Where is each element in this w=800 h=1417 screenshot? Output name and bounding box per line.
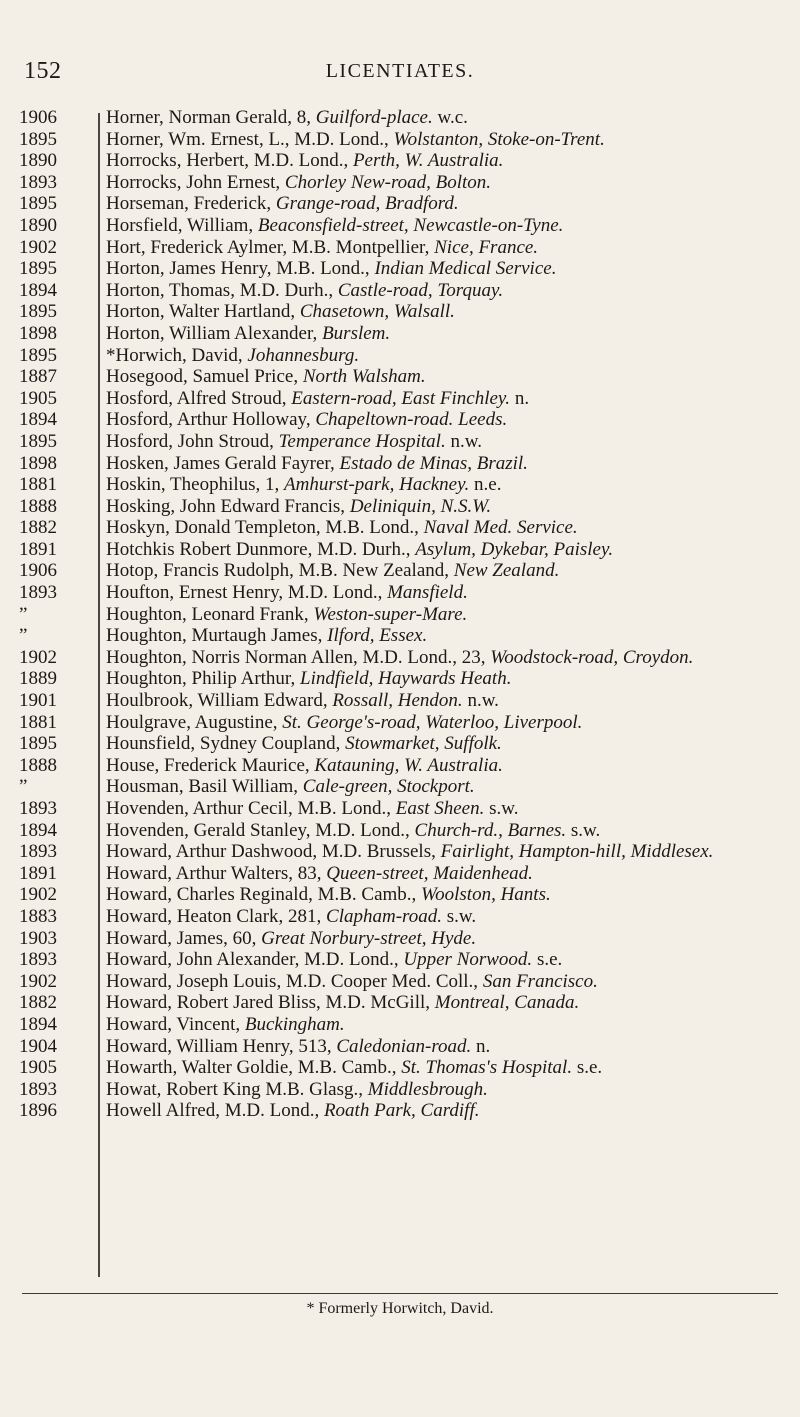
list-item	[0, 820, 800, 842]
list-item	[0, 172, 800, 194]
entry-text	[106, 712, 782, 734]
entry-address: Beaconsfield-street, Newcastle-on-Tyne.	[257, 214, 564, 236]
list-item	[0, 560, 800, 582]
entry-name: Howard, John Alexander, M.D. Lond.,	[106, 949, 399, 971]
entry-text	[106, 949, 782, 971]
entry-name: Howard, Joseph Louis, M.D. Cooper Med. Coll.,	[106, 970, 479, 992]
entry-address: East Sheen.	[395, 798, 485, 819]
entry-name: Houghton, Philip Arthur,	[106, 668, 296, 690]
entry-year: 1894	[19, 409, 57, 431]
entry-address: Temperance Hospital.	[278, 430, 446, 452]
entry-text	[106, 409, 782, 431]
licentiate-list	[0, 107, 800, 1122]
list-item	[0, 906, 800, 928]
entry-text	[106, 496, 782, 518]
entry-details: 83,	[293, 862, 322, 884]
entry-year: 1902	[19, 646, 57, 668]
entry-address: Montreal, Canada.	[434, 992, 580, 1014]
entry-name: Howard, Heaton Clark,	[106, 905, 284, 927]
entry-name: *Horwich, David,	[106, 344, 243, 366]
entry-year: 1902	[19, 236, 57, 258]
entry-address: Deliniquin, N.S.W.	[349, 495, 492, 517]
entry-address: Eastern-road, East Finchley.	[291, 387, 511, 409]
entry-text	[106, 733, 782, 755]
entry-year: 1893	[19, 798, 57, 819]
entry-address: North Walsham.	[302, 366, 426, 388]
entry-year: 1895	[19, 128, 57, 150]
entry-year: 1893	[19, 1078, 57, 1100]
entry-year: 1895	[19, 301, 57, 323]
entry-name: Hosking, John Edward Francis,	[106, 495, 346, 517]
entry-text	[106, 841, 782, 863]
entry-text	[106, 1100, 782, 1122]
entry-year: 1894	[19, 279, 57, 301]
entry-postal-district: s.w.	[484, 798, 519, 819]
entry-text	[106, 129, 782, 151]
entry-address: St. George's-road, Waterloo, Liverpool.	[282, 711, 583, 733]
entry-text	[106, 1057, 782, 1079]
entry-year: 1906	[19, 107, 57, 128]
entry-year: 1906	[19, 560, 57, 582]
entry-name: Hotchkis Robert Dunmore, M.D. Durh.,	[106, 538, 411, 560]
list-item	[0, 474, 800, 496]
entry-text	[106, 215, 782, 237]
list-item	[0, 647, 800, 669]
entry-address: St. Thomas's Hospital.	[401, 1057, 573, 1079]
list-item	[0, 755, 800, 777]
entry-address: Great Norbury-street, Hyde.	[261, 927, 477, 949]
entry-year: 1881	[19, 711, 57, 733]
entry-text	[106, 258, 782, 280]
entry-year: 1895	[19, 344, 57, 366]
entry-address: Stowmarket, Suffolk.	[345, 733, 502, 755]
entry-postal-district: n.	[510, 387, 530, 409]
entry-text	[106, 625, 782, 647]
footnote: * Formerly Horwitch, David.	[306, 1300, 494, 1317]
entry-name: House, Frederick Maurice,	[106, 754, 310, 776]
entry-year: 1889	[19, 668, 57, 690]
entry-name: Hosford, Alfred Stroud,	[106, 387, 287, 409]
list-item	[0, 841, 800, 863]
entry-year: 1881	[19, 474, 57, 496]
entry-address: Wolstanton, Stoke-on-Trent.	[393, 128, 605, 150]
entry-name: Howard, Charles Reginald, M.B. Camb.,	[106, 884, 417, 906]
list-item	[0, 539, 800, 561]
entry-name: Hotop, Francis Rudolph, M.B. New Zealand,	[106, 560, 450, 582]
entry-text	[106, 560, 782, 582]
entry-name: Houlgrave, Augustine,	[106, 711, 278, 733]
list-item	[0, 366, 800, 388]
entry-address: Buckingham.	[244, 1013, 345, 1035]
entry-name: Houfton, Ernest Henry, M.D. Lond.,	[106, 582, 383, 604]
entry-name: Hosken, James Gerald Fayrer,	[106, 452, 335, 474]
entry-year: 1902	[19, 884, 57, 906]
entry-text	[106, 906, 782, 928]
entry-year: 1888	[19, 754, 57, 776]
page-number: 152	[24, 58, 62, 84]
entry-year: 1896	[19, 1100, 57, 1122]
entry-address: Guilford-place.	[315, 107, 433, 128]
entry-text	[106, 776, 782, 798]
list-item	[0, 992, 800, 1014]
entry-details: 281,	[283, 905, 322, 927]
list-item	[0, 107, 800, 129]
entry-address: Weston-super-Mare.	[313, 603, 468, 625]
list-item	[0, 863, 800, 885]
entry-year: 1882	[19, 992, 57, 1014]
entry-postal-district: s.e.	[532, 949, 563, 971]
entry-text	[106, 345, 782, 367]
entry-name: Hovenden, Gerald Stanley, M.D. Lond.,	[106, 819, 410, 841]
entry-text	[106, 453, 782, 475]
entry-text	[106, 971, 782, 993]
entry-address: Middlesbrough.	[367, 1078, 488, 1100]
entry-text	[106, 237, 782, 259]
entry-address: Woolston, Hants.	[421, 884, 551, 906]
list-item	[0, 1079, 800, 1101]
entry-address: Asylum, Dykebar, Paisley.	[415, 538, 614, 560]
list-item	[0, 237, 800, 259]
entry-address: Cale-green, Stockport.	[302, 776, 475, 798]
list-item	[0, 496, 800, 518]
entry-name: Hosegood, Samuel Price,	[106, 366, 299, 388]
entry-postal-district: w.c.	[432, 107, 468, 128]
entry-year: 1883	[19, 905, 57, 927]
entry-year: ”	[19, 776, 28, 798]
entry-name: Houghton, Leonard Frank,	[106, 603, 309, 625]
list-item	[0, 884, 800, 906]
entry-address: Grange-road, Bradford.	[275, 193, 459, 215]
list-item	[0, 776, 800, 798]
entry-text	[106, 107, 782, 129]
entry-text	[106, 820, 782, 842]
list-item	[0, 1036, 800, 1058]
list-item	[0, 345, 800, 367]
entry-name: Howarth, Walter Goldie, M.B. Camb.,	[106, 1057, 397, 1079]
entry-text	[106, 928, 782, 950]
entry-year: 1893	[19, 582, 57, 604]
entry-postal-district: n.w.	[462, 690, 499, 712]
entry-text	[106, 582, 782, 604]
entry-name: Horrocks, John Ernest,	[106, 171, 281, 193]
entry-address: Perth, W. Australia.	[352, 150, 504, 172]
entry-name: Horton, James Henry, M.B. Lond.,	[106, 258, 370, 280]
list-item	[0, 517, 800, 539]
entry-text	[106, 1079, 782, 1101]
list-item	[0, 625, 800, 647]
entry-address: Nice, France.	[434, 236, 539, 258]
entry-postal-district: s.w.	[441, 905, 477, 927]
list-item	[0, 1057, 800, 1079]
entry-address: New Zealand.	[453, 560, 560, 582]
entry-name: Horner, Norman Gerald,	[106, 107, 293, 128]
entry-name: Horton, Walter Hartland,	[106, 301, 296, 323]
entry-text	[106, 388, 782, 410]
entry-name: Horner, Wm. Ernest, L., M.D. Lond.,	[106, 128, 389, 150]
entry-year: 1898	[19, 452, 57, 474]
entry-text	[106, 280, 782, 302]
entry-address: Chapeltown-road. Leeds.	[315, 409, 508, 431]
entry-address: Ilford, Essex.	[327, 625, 428, 647]
list-item	[0, 258, 800, 280]
entry-name: Housman, Basil William,	[106, 776, 299, 798]
entry-name: Hort, Frederick Aylmer, M.B. Montpellier,	[106, 236, 430, 258]
entry-details: 60,	[227, 927, 257, 949]
list-item	[0, 409, 800, 431]
entry-year: 1893	[19, 841, 57, 863]
entry-address: Woodstock-road, Croydon.	[490, 646, 694, 668]
entry-year: 1905	[19, 1057, 57, 1079]
entry-text	[106, 323, 782, 345]
entry-name: Horrocks, Herbert, M.D. Lond.,	[106, 150, 349, 172]
entry-year: 1891	[19, 538, 57, 560]
entry-text	[106, 647, 782, 669]
entry-name: Howard, Arthur Dashwood, M.D. Brussels,	[106, 841, 436, 863]
entry-text	[106, 755, 782, 777]
entry-address: Castle-road, Torquay.	[337, 279, 504, 301]
page-header	[0, 58, 800, 88]
list-item	[0, 215, 800, 237]
entry-text	[106, 539, 782, 561]
entry-address: Indian Medical Service.	[374, 258, 557, 280]
list-item	[0, 668, 800, 690]
entry-address: San Francisco.	[482, 970, 598, 992]
entry-name: Hounsfield, Sydney Coupland,	[106, 733, 341, 755]
list-item	[0, 712, 800, 734]
list-item	[0, 280, 800, 302]
entry-text	[106, 193, 782, 215]
entry-address: Johannesburg.	[247, 344, 360, 366]
list-item	[0, 798, 800, 820]
entry-address: Amhurst-park, Hackney.	[284, 474, 470, 496]
entry-address: Naval Med. Service.	[423, 517, 578, 539]
entry-text	[106, 366, 782, 388]
entry-name: Howard, Robert Jared Bliss, M.D. McGill,	[106, 992, 431, 1014]
list-item	[0, 431, 800, 453]
entry-address: Mansfield.	[387, 582, 468, 604]
entry-year: 1895	[19, 430, 57, 452]
entry-year: 1882	[19, 517, 57, 539]
entry-year: 1898	[19, 322, 57, 344]
entry-year: 1890	[19, 214, 57, 236]
entry-name: Horseman, Frederick,	[106, 193, 272, 215]
entry-name: Hosford, Arthur Holloway,	[106, 409, 311, 431]
list-item	[0, 928, 800, 950]
list-item	[0, 301, 800, 323]
entry-year: 1890	[19, 150, 57, 172]
list-item	[0, 453, 800, 475]
entry-text	[106, 301, 782, 323]
entry-name: Horton, William Alexander,	[106, 322, 318, 344]
entry-name: Houghton, Norris Norman Allen, M.D. Lond.,	[106, 646, 457, 668]
entry-postal-district: n.	[471, 1035, 491, 1057]
list-item	[0, 388, 800, 410]
entry-details: 8,	[292, 107, 312, 128]
entry-text	[106, 690, 782, 712]
entry-year: 1891	[19, 862, 57, 884]
entry-name: Hovenden, Arthur Cecil, M.B. Lond.,	[106, 798, 391, 819]
entry-name: Howard, Vincent,	[106, 1013, 241, 1035]
entry-address: Clapham-road.	[326, 905, 442, 927]
entry-name: Howard, James,	[106, 927, 228, 949]
list-item	[0, 582, 800, 604]
list-item	[0, 1014, 800, 1036]
list-item	[0, 733, 800, 755]
entry-address: Katauning, W. Australia.	[314, 754, 503, 776]
entry-address: Burslem.	[322, 322, 391, 344]
entry-text	[106, 517, 782, 539]
list-item	[0, 323, 800, 345]
entry-name: Howard, William Henry,	[106, 1035, 294, 1057]
entry-text	[106, 884, 782, 906]
entry-year: 1894	[19, 1013, 57, 1035]
entry-address: Chorley New-road, Bolton.	[284, 171, 492, 193]
entry-year: 1893	[19, 949, 57, 971]
entry-year: 1888	[19, 495, 57, 517]
entry-name: Horton, Thomas, M.D. Durh.,	[106, 279, 334, 301]
list-item	[0, 129, 800, 151]
running-head: LICENTIATES.	[325, 60, 475, 82]
entry-address: Rossall, Hendon.	[332, 690, 463, 712]
entry-name: Howard, Arthur Walters,	[106, 862, 294, 884]
entry-name: Houghton, Murtaugh James,	[106, 625, 323, 647]
entry-address: Queen-street, Maidenhead.	[326, 862, 533, 884]
entry-text	[106, 474, 782, 496]
entry-name: Hoskin, Theophilus,	[106, 474, 261, 496]
entry-year: 1893	[19, 171, 57, 193]
entry-text	[106, 604, 782, 626]
entry-postal-district: s.w.	[566, 819, 601, 841]
entry-year: 1894	[19, 819, 57, 841]
entry-year: 1895	[19, 258, 57, 280]
entry-text	[106, 172, 782, 194]
entry-postal-district: n.e.	[469, 474, 502, 496]
entry-text	[106, 1014, 782, 1036]
entry-text	[106, 150, 782, 172]
entry-address: Lindfield, Haywards Heath.	[300, 668, 512, 690]
entry-name: Houlbrook, William Edward,	[106, 690, 328, 712]
entry-year: 1895	[19, 193, 57, 215]
entry-name: Hoskyn, Donald Templeton, M.B. Lond.,	[106, 517, 419, 539]
entry-address: Estado de Minas, Brazil.	[339, 452, 528, 474]
entry-year: 1904	[19, 1035, 57, 1057]
entry-address: Caledonian-road.	[336, 1035, 472, 1057]
entry-text	[106, 431, 782, 453]
entry-text	[106, 1036, 782, 1058]
entry-details: 23,	[456, 646, 486, 668]
entry-year: 1903	[19, 927, 57, 949]
entry-text	[106, 668, 782, 690]
entry-year: 1895	[19, 733, 57, 755]
entry-address: Chasetown, Walsall.	[299, 301, 455, 323]
entry-details: 513,	[293, 1035, 332, 1057]
entry-name: Hosford, John Stroud,	[106, 430, 274, 452]
entry-text	[106, 863, 782, 885]
entry-year: 1902	[19, 970, 57, 992]
entry-year: ”	[19, 625, 28, 647]
entry-postal-district: n.w.	[445, 430, 482, 452]
entry-details: 1,	[260, 474, 280, 496]
entry-postal-district: s.e.	[572, 1057, 603, 1079]
list-item	[0, 971, 800, 993]
list-item	[0, 150, 800, 172]
list-item	[0, 1100, 800, 1122]
entry-year: 1887	[19, 366, 57, 388]
entry-address: Fairlight, Hampton-hill, Middlesex.	[440, 841, 714, 863]
entry-year: ”	[19, 603, 28, 625]
entry-name: Horsfield, William,	[106, 214, 254, 236]
list-item	[0, 690, 800, 712]
entry-name: Howell Alfred, M.D. Lond.,	[106, 1100, 320, 1122]
list-item	[0, 604, 800, 626]
entry-name: Howat, Robert King M.B. Glasg.,	[106, 1078, 364, 1100]
list-item	[0, 193, 800, 215]
footnote-divider	[22, 1293, 778, 1294]
entry-year: 1901	[19, 690, 57, 712]
entry-year: 1905	[19, 387, 57, 409]
entry-text	[106, 992, 782, 1014]
entry-address: Roath Park, Cardiff.	[323, 1100, 480, 1122]
entry-address: Church-rd., Barnes.	[414, 819, 567, 841]
entry-text	[106, 798, 782, 820]
entry-address: Upper Norwood.	[403, 949, 533, 971]
list-item	[0, 949, 800, 971]
